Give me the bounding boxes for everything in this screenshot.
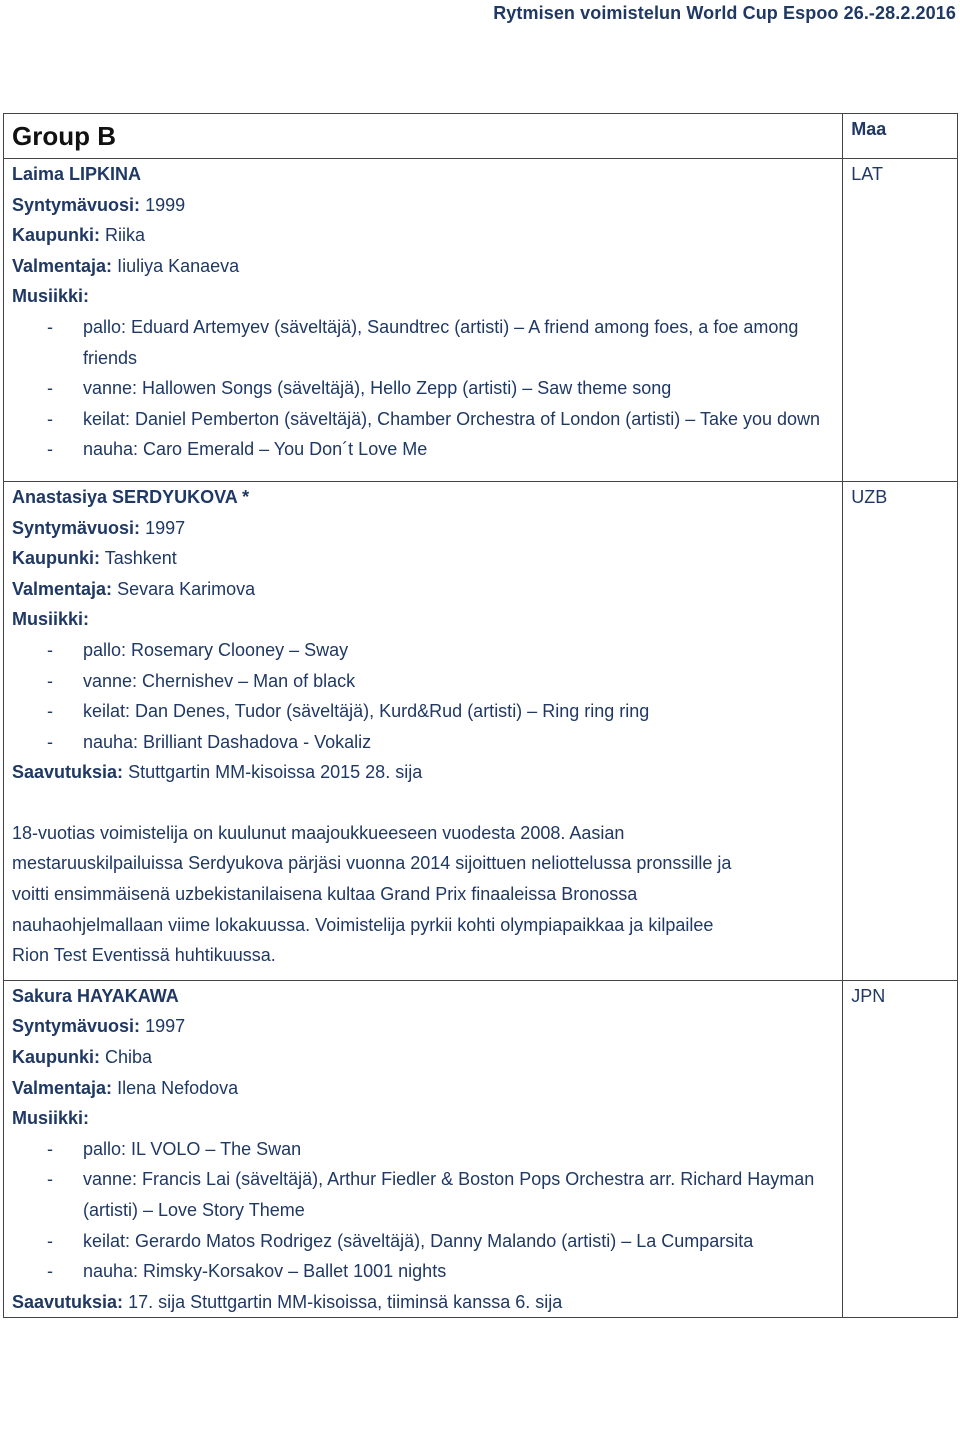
bio-line: mestaruuskilpailuissa Serdyukova pärjäsi vuonna 2014 sijoittuen neliottelussa pronssille ja	[12, 853, 732, 874]
athlete-name: Sakura HAYAKAWA	[12, 985, 179, 1006]
bio-line: nauhaohjelmallaan viime lokakuussa. Voimistelija pyrkii kohti olympiapaikkaa ja kilpailee	[12, 914, 714, 935]
coach-label: Valmentaja:	[12, 255, 113, 276]
birth-year-label: Syntymävuosi:	[12, 1016, 141, 1037]
music-item: - nauha: Caro Emerald – You Don´t Love Me	[47, 439, 428, 460]
athlete-row	[4, 159, 958, 482]
athlete-row	[4, 481, 958, 980]
group-title: Group B	[12, 121, 116, 151]
bio-line: 18-vuotias voimistelija on kuulunut maajoukkueeseen vuodesta 2008. Aasian	[12, 822, 625, 843]
music-item: - vanne: Francis Lai (säveltäjä), Arthur Fiedler & Boston Pops Orchestra arr. Richard Hayman (artisti) – Love Story Theme	[47, 1169, 815, 1220]
coach-label: Valmentaja:	[12, 1077, 113, 1098]
city-label: Kaupunki:	[12, 225, 100, 246]
birth-year-label: Syntymävuosi:	[12, 194, 141, 215]
athlete-info-cell	[4, 159, 843, 482]
music-list	[12, 635, 834, 757]
achievements-value: Stuttgartin MM-kisoissa 2015 28. sija	[128, 762, 423, 783]
music-item: - nauha: Rimsky-Korsakov – Ballet 1001 nights	[47, 1261, 447, 1282]
table-header-row	[4, 114, 958, 159]
achievements-value: 17. sija Stuttgartin MM-kisoissa, tiiminsä kanssa 6. sija	[128, 1291, 563, 1312]
document-header-title: Rytmisen voimistelun World Cup Espoo 26.-28.2.2016	[493, 3, 956, 23]
city-label: Kaupunki:	[12, 548, 100, 569]
bio-line: Rion Test Eventissä huhtikuussa.	[12, 945, 276, 966]
achievements-label: Saavutuksia:	[12, 1291, 124, 1312]
achievements-label: Saavutuksia:	[12, 762, 124, 783]
music-item: - pallo: Eduard Artemyev (säveltäjä), Saundtrec (artisti) – A friend among foes, a foe among friends	[47, 316, 799, 368]
coach-value: Ilena Nefodova	[117, 1077, 239, 1098]
coach-value: Iiuliya Kanaeva	[117, 255, 240, 276]
athlete-info-cell	[4, 980, 843, 1318]
athlete-bio	[12, 818, 834, 980]
city-value: Riika	[105, 225, 146, 246]
city-label: Kaupunki:	[12, 1047, 100, 1068]
music-item: - nauha: Brilliant Dashadova - Vokaliz	[47, 731, 372, 752]
group-title-cell	[4, 114, 843, 159]
athlete-country: JPN	[843, 980, 958, 1318]
athlete-row	[4, 980, 958, 1318]
music-list	[12, 312, 834, 465]
music-item: - pallo: IL VOLO – The Swan	[47, 1138, 302, 1159]
music-item: - pallo: Rosemary Clooney – Sway	[47, 639, 349, 660]
birth-year-value: 1999	[145, 194, 186, 215]
city-value: Tashkent	[104, 548, 177, 569]
birth-year-label: Syntymävuosi:	[12, 517, 141, 538]
birth-year-value: 1997	[145, 1016, 186, 1037]
music-label: Musiikki:	[12, 286, 90, 307]
city-value: Chiba	[105, 1047, 153, 1068]
music-item: - vanne: Hallowen Songs (säveltäjä), Hello Zepp (artisti) – Saw theme song	[47, 378, 672, 399]
country-column-header: Maa	[843, 114, 958, 159]
music-label: Musiikki:	[12, 1108, 90, 1129]
group-table	[3, 113, 958, 1318]
music-item: - keilat: Dan Denes, Tudor (säveltäjä), Kurd&Rud (artisti) – Ring ring ring	[47, 701, 650, 722]
music-label: Musiikki:	[12, 609, 90, 630]
coach-value: Sevara Karimova	[117, 578, 256, 599]
athlete-name: Laima LIPKINA	[12, 164, 142, 184]
athlete-country: UZB	[843, 481, 958, 980]
athlete-info-cell	[4, 481, 843, 980]
athlete-country: LAT	[843, 159, 958, 482]
birth-year-value: 1997	[145, 517, 186, 538]
music-item: - vanne: Chernishev – Man of black	[47, 670, 356, 691]
athlete-name: Anastasiya SERDYUKOVA *	[12, 486, 250, 507]
bio-line: voitti ensimmäisenä uzbekistanilaisena kultaa Grand Prix finaaleissa Bronossa	[12, 884, 638, 905]
music-list	[12, 1134, 834, 1287]
music-item: - keilat: Daniel Pemberton (säveltäjä), Chamber Orchestra of London (artisti) – Take you down	[47, 408, 821, 429]
coach-label: Valmentaja:	[12, 578, 113, 599]
music-item: - keilat: Gerardo Matos Rodrigez (säveltäjä), Danny Malando (artisti) – La Cumparsita	[47, 1230, 754, 1251]
